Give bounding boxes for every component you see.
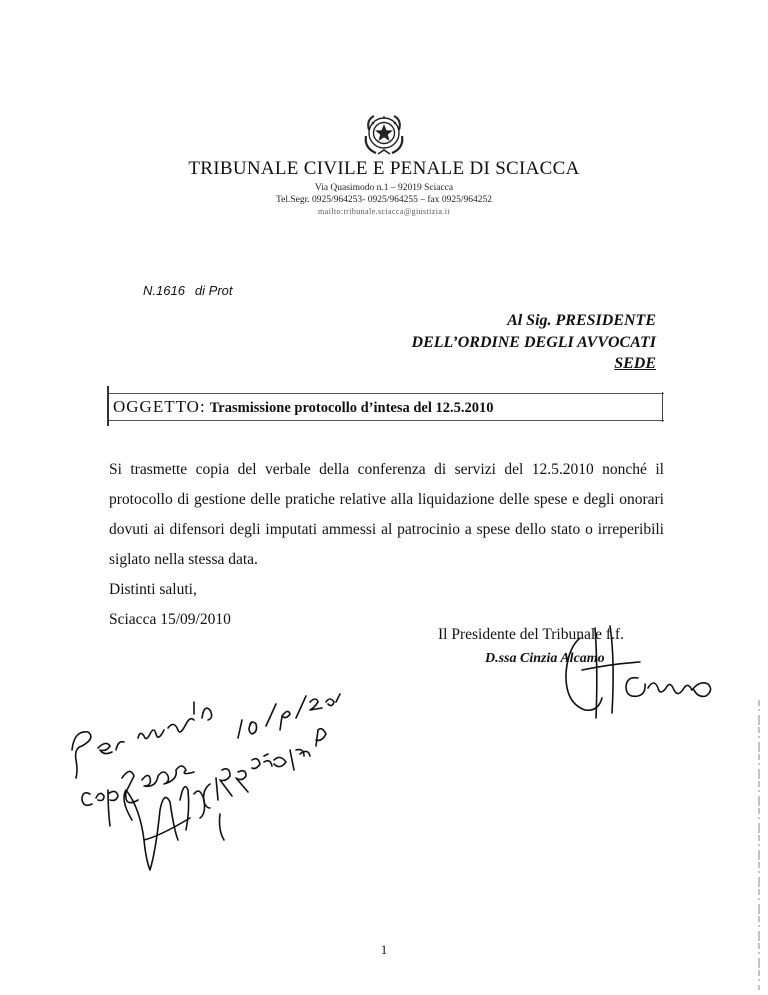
signatory-name: D.ssa Cinzia Alcamo <box>485 651 605 666</box>
italian-republic-emblem-icon <box>360 108 408 158</box>
protocol-number <box>143 283 233 298</box>
subject-text: Trasmissione protocollo d’intesa del 12.5.2010 <box>209 400 494 416</box>
protocol-suffix: di Prot <box>194 283 233 298</box>
handwritten-annotation <box>60 690 360 880</box>
place-date: Sciacca 15/09/2010 <box>109 611 231 628</box>
subject-box-right-edge <box>662 392 663 422</box>
court-email: mailto:tribunale.sciacca@giustizia.it <box>318 207 450 216</box>
closing: Distinti saluti, <box>109 581 197 598</box>
recipient-line-3: SEDE <box>614 355 656 372</box>
signatory-title: Il Presidente del Tribunale f.f. <box>438 626 624 643</box>
page-number: 1 <box>380 942 388 957</box>
body-paragraph <box>109 455 664 635</box>
handwritten-signature <box>470 618 720 728</box>
court-phones: Tel.Segr. 0925/964253- 0925/964255 – fax 0925/964252 <box>276 195 492 205</box>
scan-edge-artifact <box>758 700 760 990</box>
recipient-line-2: DELL’ORDINE DEGLI AVVOCATI <box>411 334 656 351</box>
protocol-number-value: N.1616 <box>143 283 185 298</box>
body-paragraph-text: Si trasmette copia del verbale della conferenza di servizi del 12.5.2010 nonché il protocollo di gestione delle pratiche relative alla liquidazione delle spese e degli onorari dovuti ai difensori degli imputati ammessi al patrocinio a spese dello stato o irreperibili siglato nella stessa data. <box>109 461 664 568</box>
recipient-line-1: Al Sig. PRESIDENTE <box>507 312 656 329</box>
subject-line <box>113 397 494 417</box>
subject-label: OGGETTO: <box>113 397 206 416</box>
court-name: TRIBUNALE CIVILE E PENALE DI SCIACCA <box>188 158 580 179</box>
court-address: Via Quasimodo n.1 – 92019 Sciacca <box>314 183 454 193</box>
